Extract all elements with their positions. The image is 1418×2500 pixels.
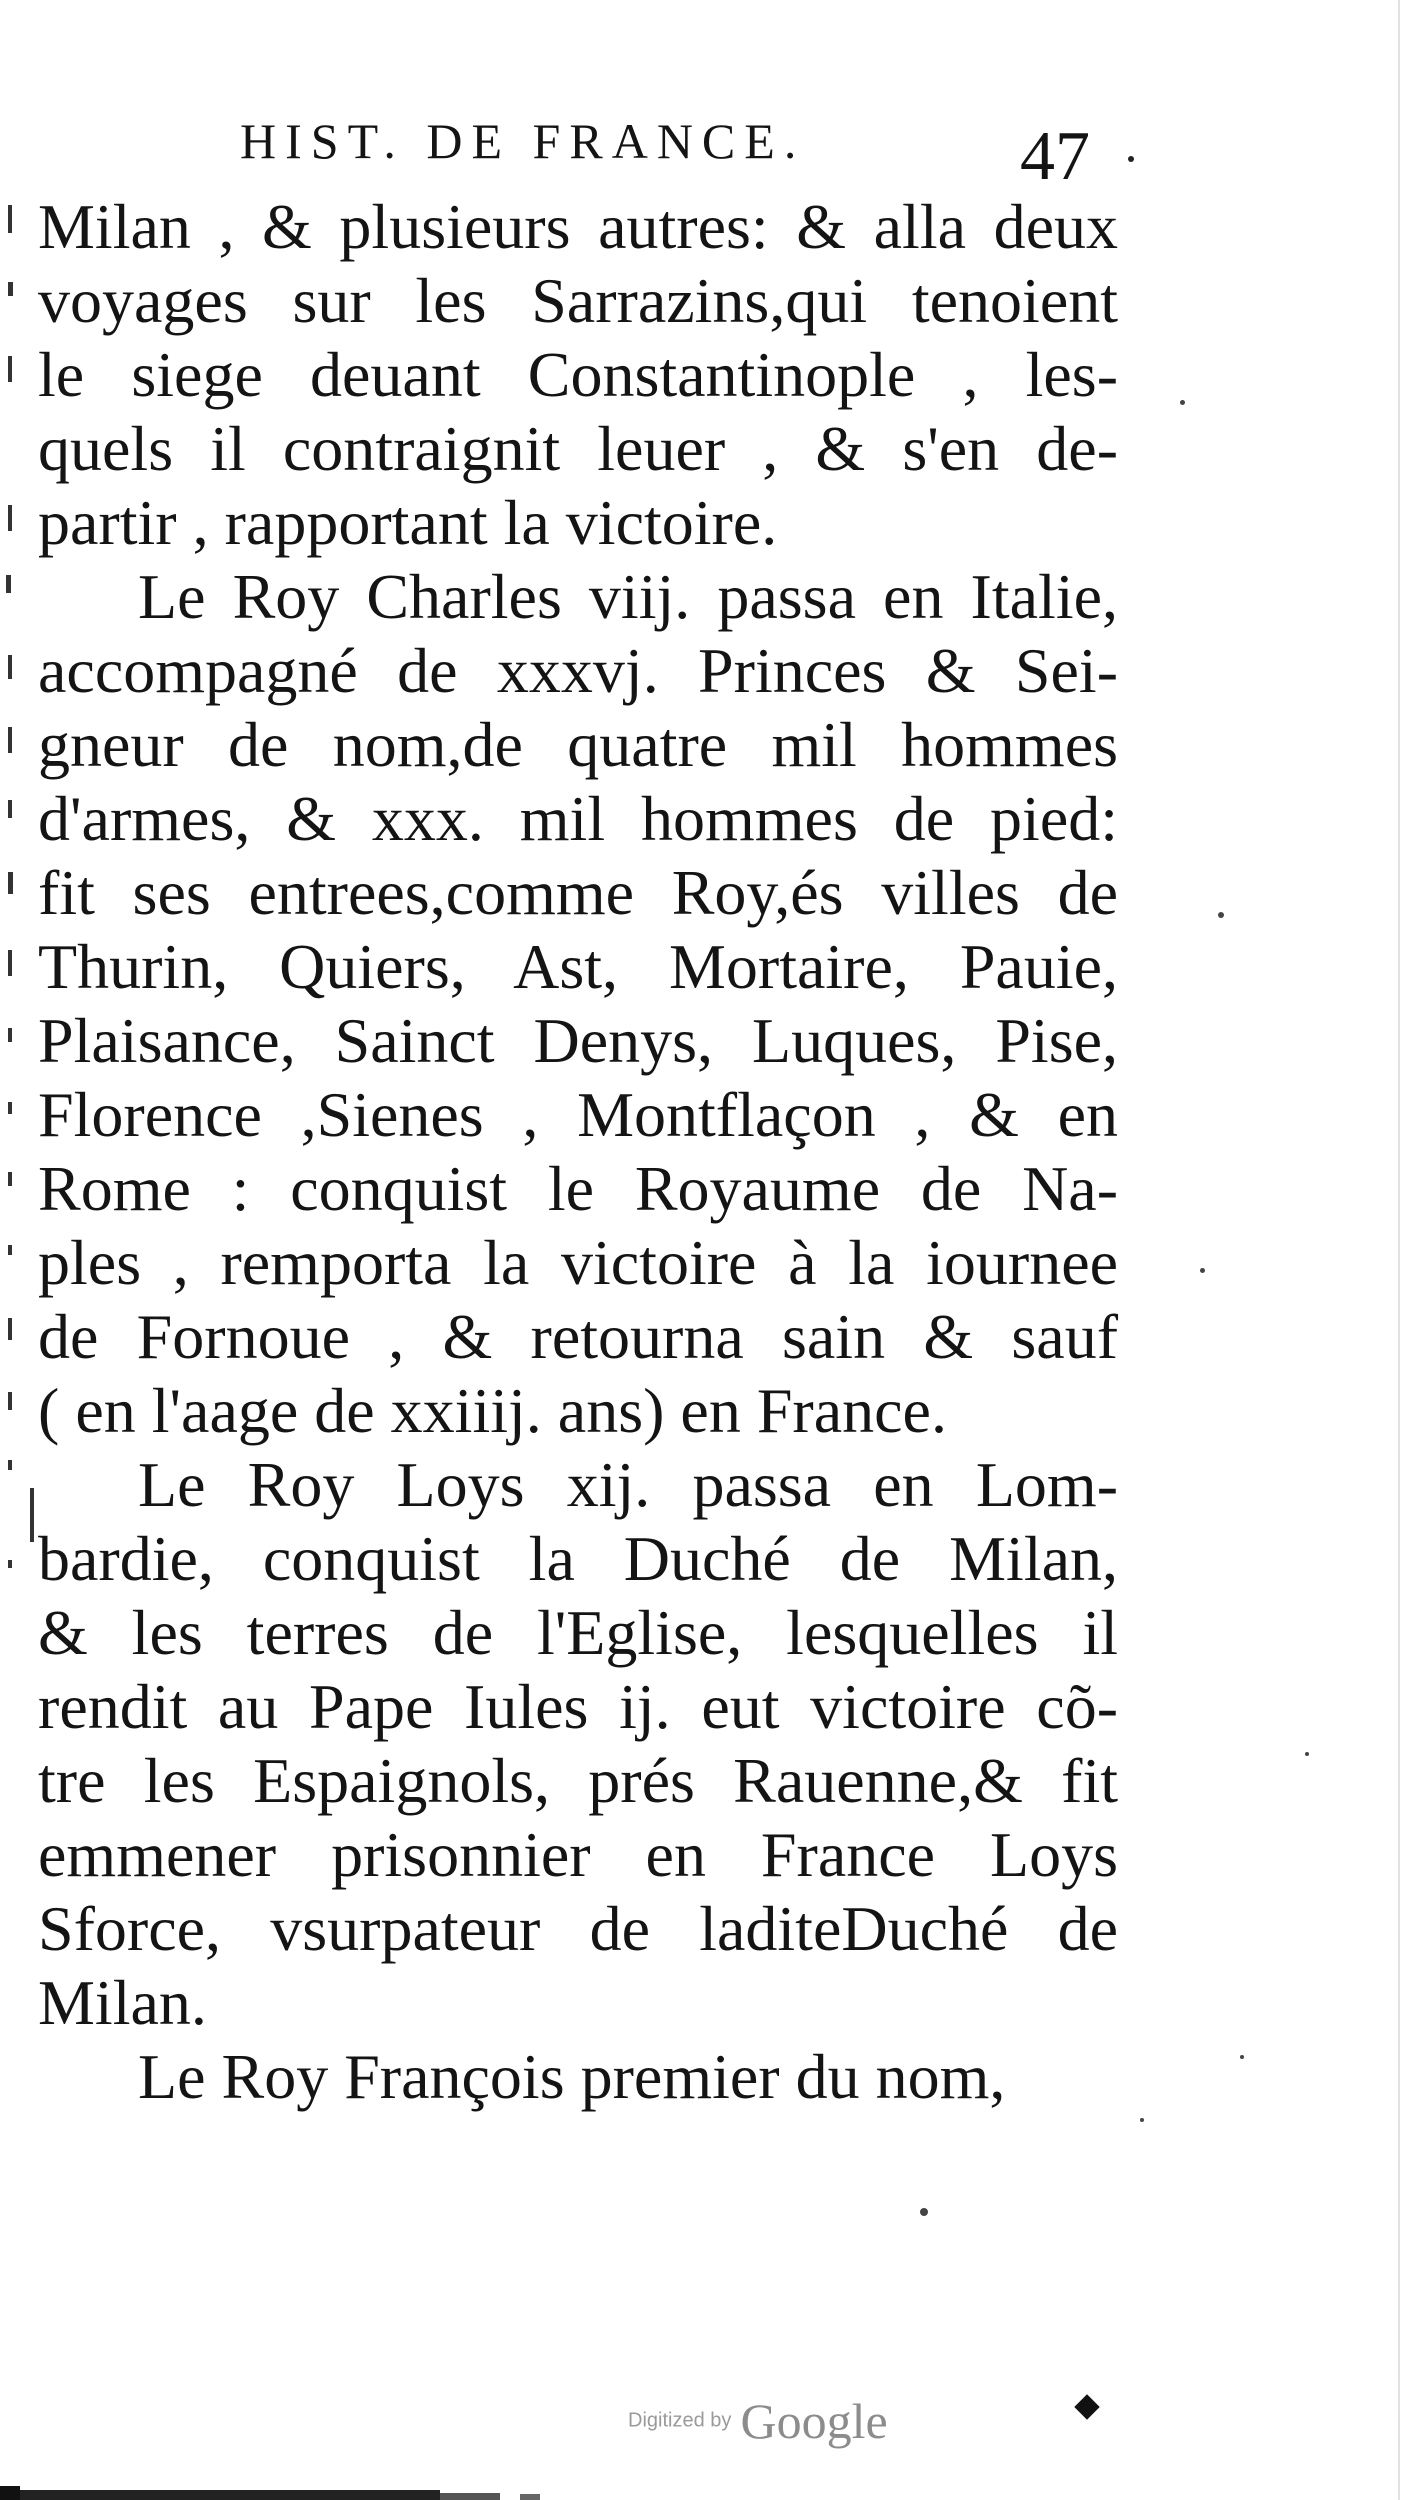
margin-mark <box>8 1102 12 1114</box>
margin-mark <box>8 1560 12 1568</box>
margin-mark <box>8 872 13 894</box>
margin-mark <box>8 1245 12 1255</box>
speck <box>1218 912 1224 918</box>
running-title: HIST. DE FRANCE. <box>240 113 806 169</box>
body-text <box>38 190 1118 2114</box>
ornament-icon <box>1074 2394 1099 2419</box>
speck <box>920 2208 928 2216</box>
paragraph-start: Le Roy Loys xij. passa en Lom- <box>138 1449 1118 1520</box>
text-line: rendit au Pape Iules ij. eut victoire cõ- <box>38 1671 1118 1742</box>
google-logo: Google <box>740 2393 888 2449</box>
margin-mark <box>8 1460 12 1470</box>
text-line: Thurin, Quiers, Ast, Mortaire, Pauie, <box>38 931 1118 1002</box>
margin-mark <box>8 282 13 296</box>
text-line: accompagné de xxxvj. Princes & Sei- <box>38 635 1118 706</box>
margin-mark <box>8 356 12 382</box>
text-line: d'armes, & xxx. mil hommes de pied: <box>38 783 1118 854</box>
paragraph-start: Le Roy François premier du nom, <box>138 2041 1006 2112</box>
margin-mark <box>8 1028 12 1042</box>
text-line: de Fornoue , & retourna sain & sauf <box>38 1301 1118 1372</box>
margin-mark <box>8 950 12 976</box>
margin-mark <box>8 800 12 818</box>
text-line: le siege deuant Constantinople , les- <box>38 339 1118 410</box>
text-line: Milan , & plusieurs autres: & alla deux <box>38 191 1118 262</box>
margin-mark <box>8 505 12 531</box>
text-line: voyages sur les Sarrazins,qui tenoient <box>38 265 1118 336</box>
text-line: tre les Espaignols, prés Rauenne,& fit <box>38 1745 1118 1816</box>
speck <box>1305 1752 1309 1756</box>
margin-mark <box>8 205 12 233</box>
text-line: emmener prisonnier en France Loys <box>38 1819 1118 1890</box>
text-line: Plaisance, Sainct Denys, Luques, Pise, <box>38 1005 1118 1076</box>
margin-mark <box>8 727 12 753</box>
speck <box>1200 1268 1205 1273</box>
paragraph-start: Le Roy Charles viij. passa en Italie, <box>138 561 1118 632</box>
text-line: Rome : conquist le Royaume de Na- <box>38 1153 1118 1224</box>
margin-mark <box>6 575 11 593</box>
margin-mark <box>8 1392 12 1410</box>
text-line: bardie, conquist la Duché de Milan, <box>38 1523 1118 1594</box>
bottom-edge-bleed <box>0 2478 1418 2500</box>
digitized-watermark <box>628 2392 888 2450</box>
speck <box>1240 2055 1244 2059</box>
page-number-dot <box>1128 156 1134 162</box>
text-line: ples , remporta la victoire à la iournee <box>38 1227 1118 1298</box>
text-line: gneur de nom,de quatre mil hommes <box>38 709 1118 780</box>
text-line: Sforce, vsurpateur de laditeDuché de <box>38 1893 1118 1964</box>
digitized-label: Digitized by <box>628 2409 732 2432</box>
text-line: Florence ,Sienes , Montflaçon , & en <box>38 1079 1118 1150</box>
page-number: 47 <box>1020 118 1090 195</box>
page-edge <box>1398 0 1400 2500</box>
text-line: fit ses entrees,comme Roy,és villes de <box>38 857 1118 928</box>
text-line: & les terres de l'Eglise, lesquelles il <box>38 1597 1118 1668</box>
margin-mark <box>8 1172 12 1186</box>
margin-mark <box>8 655 12 679</box>
text-line: ( en l'aage de xxiiij. ans) en France. <box>38 1375 947 1446</box>
speck <box>1180 400 1185 405</box>
text-line: quels il contraignit leuer , & s'en de- <box>38 413 1118 484</box>
margin-mark <box>30 1488 34 1542</box>
margin-mark <box>8 1318 12 1340</box>
speck <box>1140 2118 1144 2122</box>
text-line: partir , rapportant la victoire. <box>38 487 778 558</box>
text-line: Milan. <box>38 1967 207 2038</box>
